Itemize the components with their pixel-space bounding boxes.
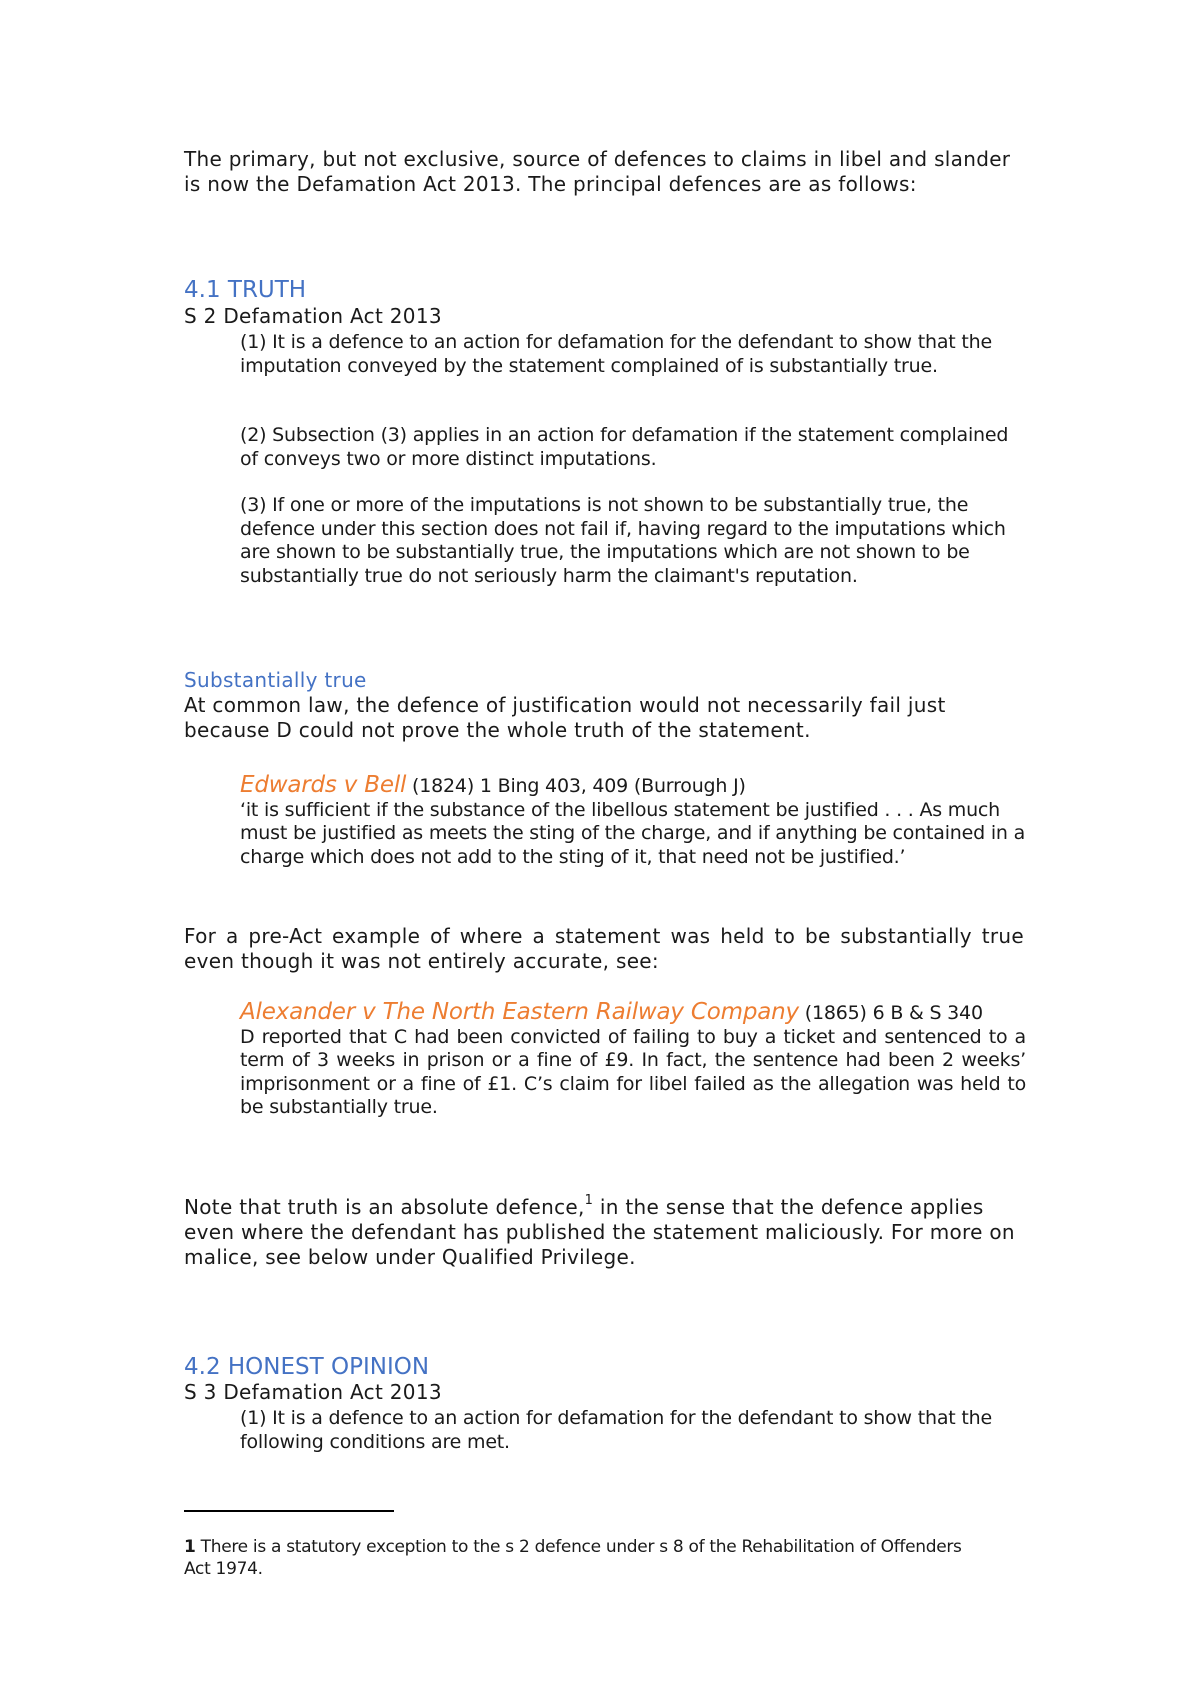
section-heading-truth: 4.1 TRUTH [184, 277, 307, 303]
statute-reference-s3: S 3 Defamation Act 2013 [184, 1380, 442, 1404]
footnote-number: 1 [184, 1537, 196, 1557]
statute-subsection-2: (2) Subsection (3) applies in an action for defamation if the statement complained of conveys two or more distinct imputations. [240, 424, 1009, 470]
section-heading-honest-opinion: 4.2 HONEST OPINION [184, 1354, 430, 1380]
footnote [184, 1536, 984, 1580]
footnote-divider [184, 1510, 394, 1512]
common-law-paragraph: At common law, the defence of justification would not necessarily fail just because D could not prove the whole truth of the statement. [184, 693, 946, 742]
intro-paragraph: The primary, but not exclusive, source of defences to claims in libel and slander is now the Defamation Act 2013. The principal defences are as follows: [184, 147, 1011, 196]
case-quote: ‘it is sufficient if the substance of the libellous statement be justified . . . As much must be justified as meets the sting of the charge, and if anything be contained in a charge which does not add to the sting of it, that need not be justified.’ [240, 798, 1026, 868]
footnote-text: There is a statutory exception to the s 2 defence under s 8 of the Rehabilitation of Offenders Act 1974. [184, 1537, 962, 1579]
case-citation: (1865) 6 B & S 340 [798, 1002, 983, 1024]
case-citation: (1824) 1 Bing 403, 409 (Burrough J) [406, 775, 746, 797]
case-name: Alexander v The North Eastern Railway Company [240, 999, 799, 1025]
statute-subsection-1: (1) It is a defence to an action for defamation for the defendant to show that the following conditions are met. [240, 1407, 992, 1453]
note-text: Note that truth is an absolute defence, [184, 1195, 585, 1219]
example-intro-paragraph: For a pre-Act example of where a statement was held to be substantially true even though it was not entirely accurate, see: [184, 924, 1024, 973]
case-edwards-v-bell [240, 774, 1026, 869]
footnote-reference[interactable]: 1 [584, 1193, 594, 1209]
note-text-continued: in the sense that the defence applies even where the defendant has published the statement maliciously. For more on malice, see below under Qualified Privilege. [184, 1195, 1015, 1269]
case-facts: D reported that C had been convicted of failing to buy a ticket and sentenced to a term of 3 weeks in prison or a fine of £9. In fact, the sentence had been 2 weeks’ imprisonment or a fine of £1. C’s claim for libel failed as the allegation was held to be substantially true. [240, 1025, 1026, 1118]
note-paragraph [184, 1195, 1024, 1270]
statute-subsection-3: (3) If one or more of the imputations is not shown to be substantially true, the defence under this section does not fail if, having regard to the imputations which are shown to be substantially true, the imputations which are not shown to be substantially true do not seriously harm the claimant's reputation. [240, 494, 1006, 587]
case-name: Edwards v Bell [240, 772, 407, 798]
statute-subsection-1: (1) It is a defence to an action for defamation for the defendant to show that the imputation conveyed by the statement complained of is substantially true. [240, 331, 992, 377]
case-alexander-v-ner [240, 1001, 1026, 1120]
subheading-substantially-true: Substantially true [184, 668, 367, 692]
statute-reference-s2: S 2 Defamation Act 2013 [184, 304, 442, 328]
